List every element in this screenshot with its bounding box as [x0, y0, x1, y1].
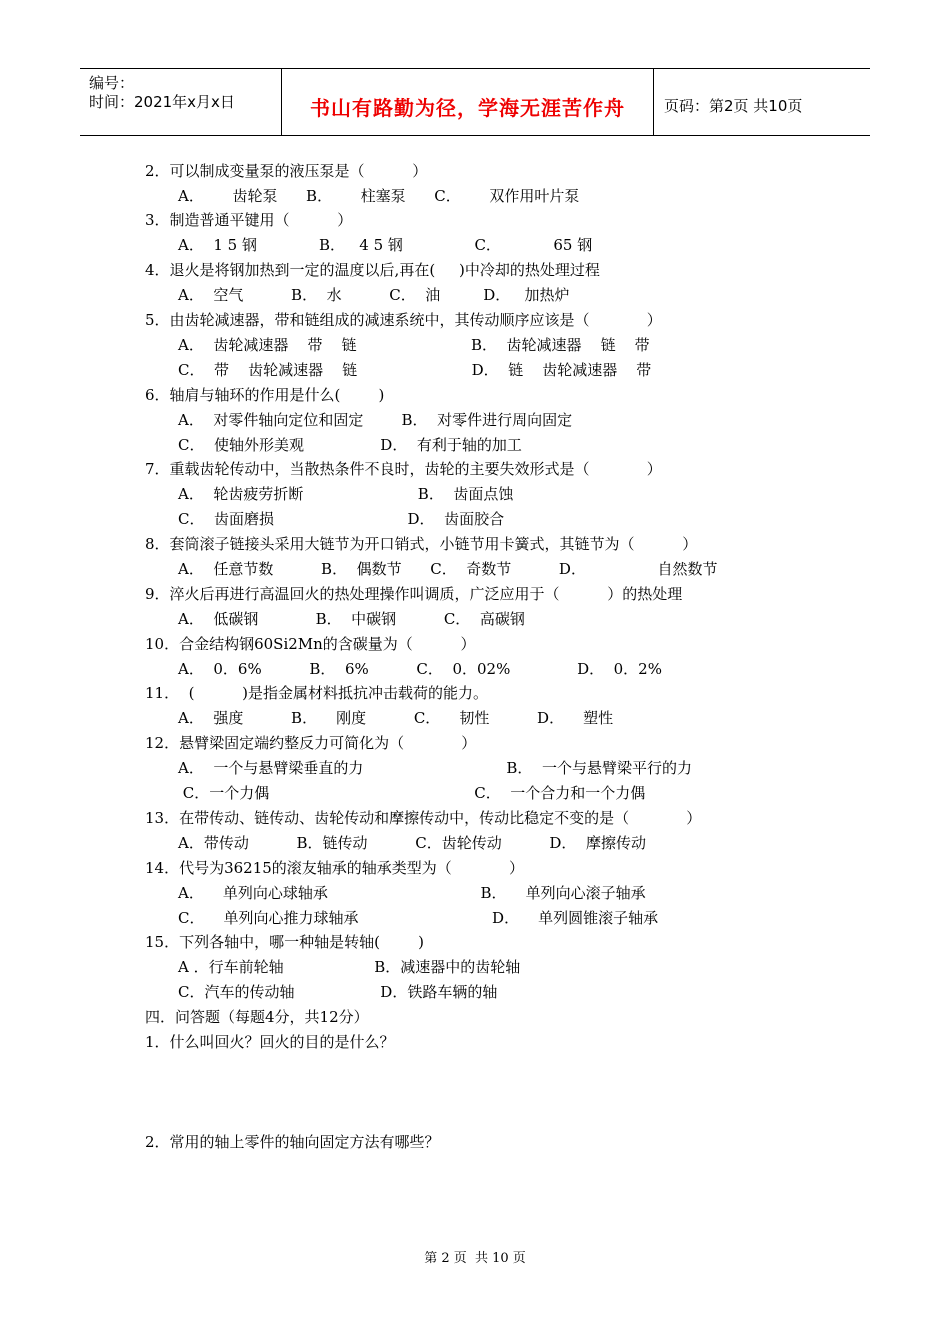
question-7-options-cd: C． 齿面磨损 D． 齿面胶合 — [178, 510, 505, 528]
question-10-options: A． 0．6% B． 6% C． 0．02% D． 0．2% — [178, 660, 662, 678]
page-header — [80, 68, 870, 136]
document-number-label: 编号： — [89, 74, 135, 92]
question-7-options-ab: A． 轮齿疲劳折断 B． 齿面点蚀 — [178, 485, 514, 503]
question-6-options-ab: A． 对零件轴向定位和固定 B． 对零件进行周向固定 — [178, 411, 573, 429]
question-2: 2．可以制成变量泵的液压泵是（ ） — [145, 162, 428, 180]
page-footer: 第 2 页 共 10 页 — [424, 1251, 526, 1266]
header-page-info: 页码：第2页 共10页 — [664, 97, 803, 115]
question-9: 9．淬火后再进行高温回火的热处理操作叫调质，广泛应用于（ ）的热处理 — [145, 585, 683, 603]
question-5-options-cd: C． 带 齿轮减速器 链 D． 链 齿轮减速器 带 — [178, 361, 652, 379]
question-11: 11． ( )是指金属材料抵抗冲击载荷的能力。 — [145, 684, 489, 702]
document-time: 时间：2021年x月x日 — [89, 93, 235, 111]
question-5-options-ab: A． 齿轮减速器 带 链 B． 齿轮减速器 链 带 — [178, 336, 650, 354]
question-9-options: A． 低碳钢 B． 中碳钢 C． 高碳钢 — [178, 610, 525, 628]
question-12: 12．悬臂梁固定端约整反力可简化为（ ） — [145, 734, 477, 752]
question-14: 14．代号为36215的滚友轴承的轴承类型为（ ） — [145, 859, 525, 877]
question-2-options: A． 齿轮泵 B． 柱塞泵 C． 双作用叶片泵 — [178, 187, 580, 205]
question-14-options-cd: C． 单列向心推力球轴承 D． 单列圆锥滚子轴承 — [178, 909, 659, 927]
question-6: 6．轴肩与轴环的作用是什么( ) — [145, 386, 385, 404]
question-8: 8．套筒滚子链接头采用大链节为开口销式，小链节用卡簧式，其链节为（ ） — [145, 535, 698, 553]
section-4-heading: 四．问答题（每题4分，共12分） — [145, 1008, 369, 1026]
question-15: 15．下列各轴中，哪一种轴是转轴( ) — [145, 933, 424, 951]
question-7: 7．重载齿轮传动中，当散热条件不良时，齿轮的主要失效形式是（ ） — [145, 460, 662, 478]
question-3-options: A． 1 5 钢 B． 4 5 钢 C． 65 钢 — [178, 236, 593, 254]
header-motto: 书山有路勤为径，学海无涯苦作舟 — [310, 96, 625, 120]
question-12-options-ab: A． 一个与悬臂梁垂直的力 B． 一个与悬臂梁平行的力 — [178, 759, 692, 777]
question-13: 13．在带传动、链传动、齿轮传动和摩擦传动中，传动比稳定不变的是（ ） — [145, 809, 702, 827]
question-8-options: A． 任意节数 B． 偶数节 C． 奇数节 D． 自然数节 — [178, 560, 718, 578]
question-12-options-cd: C．一个力偶 C． 一个合力和一个力偶 — [178, 784, 646, 802]
question-4-options: A． 空气 B． 水 C． 油 D． 加热炉 — [178, 286, 570, 304]
question-15-options-ab: A ．行车前轮轴 B．减速器中的齿轮轴 — [178, 958, 521, 976]
question-4: 4．退火是将钢加热到一定的温度以后,再在( )中冷却的热处理过程 — [145, 261, 600, 279]
essay-question-1: 1．什么叫回火？回火的目的是什么？ — [145, 1033, 395, 1051]
question-14-options-ab: A． 单列向心球轴承 B． 单列向心滚子轴承 — [178, 884, 646, 902]
question-5: 5．由齿轮减速器，带和链组成的减速系统中，其传动顺序应该是（ ） — [145, 311, 662, 329]
header-motto-cell — [282, 69, 654, 135]
header-meta-cell — [80, 69, 282, 135]
question-13-options: A．带传动 B．链传动 C．齿轮传动 D． 摩擦传动 — [178, 834, 646, 852]
essay-question-2: 2．常用的轴上零件的轴向固定方法有哪些？ — [145, 1133, 440, 1151]
header-page-cell — [654, 69, 870, 135]
question-6-options-cd: C． 使轴外形美观 D． 有利于轴的加工 — [178, 436, 522, 454]
question-3: 3．制造普通平键用（ ） — [145, 211, 353, 229]
question-15-options-cd: C．汽车的传动轴 D．铁路车辆的轴 — [178, 983, 498, 1001]
question-11-options: A． 强度 B． 刚度 C． 韧性 D． 塑性 — [178, 709, 614, 727]
question-10: 10．合金结构钢60Si2Mn的含碳量为（ ） — [145, 635, 476, 653]
